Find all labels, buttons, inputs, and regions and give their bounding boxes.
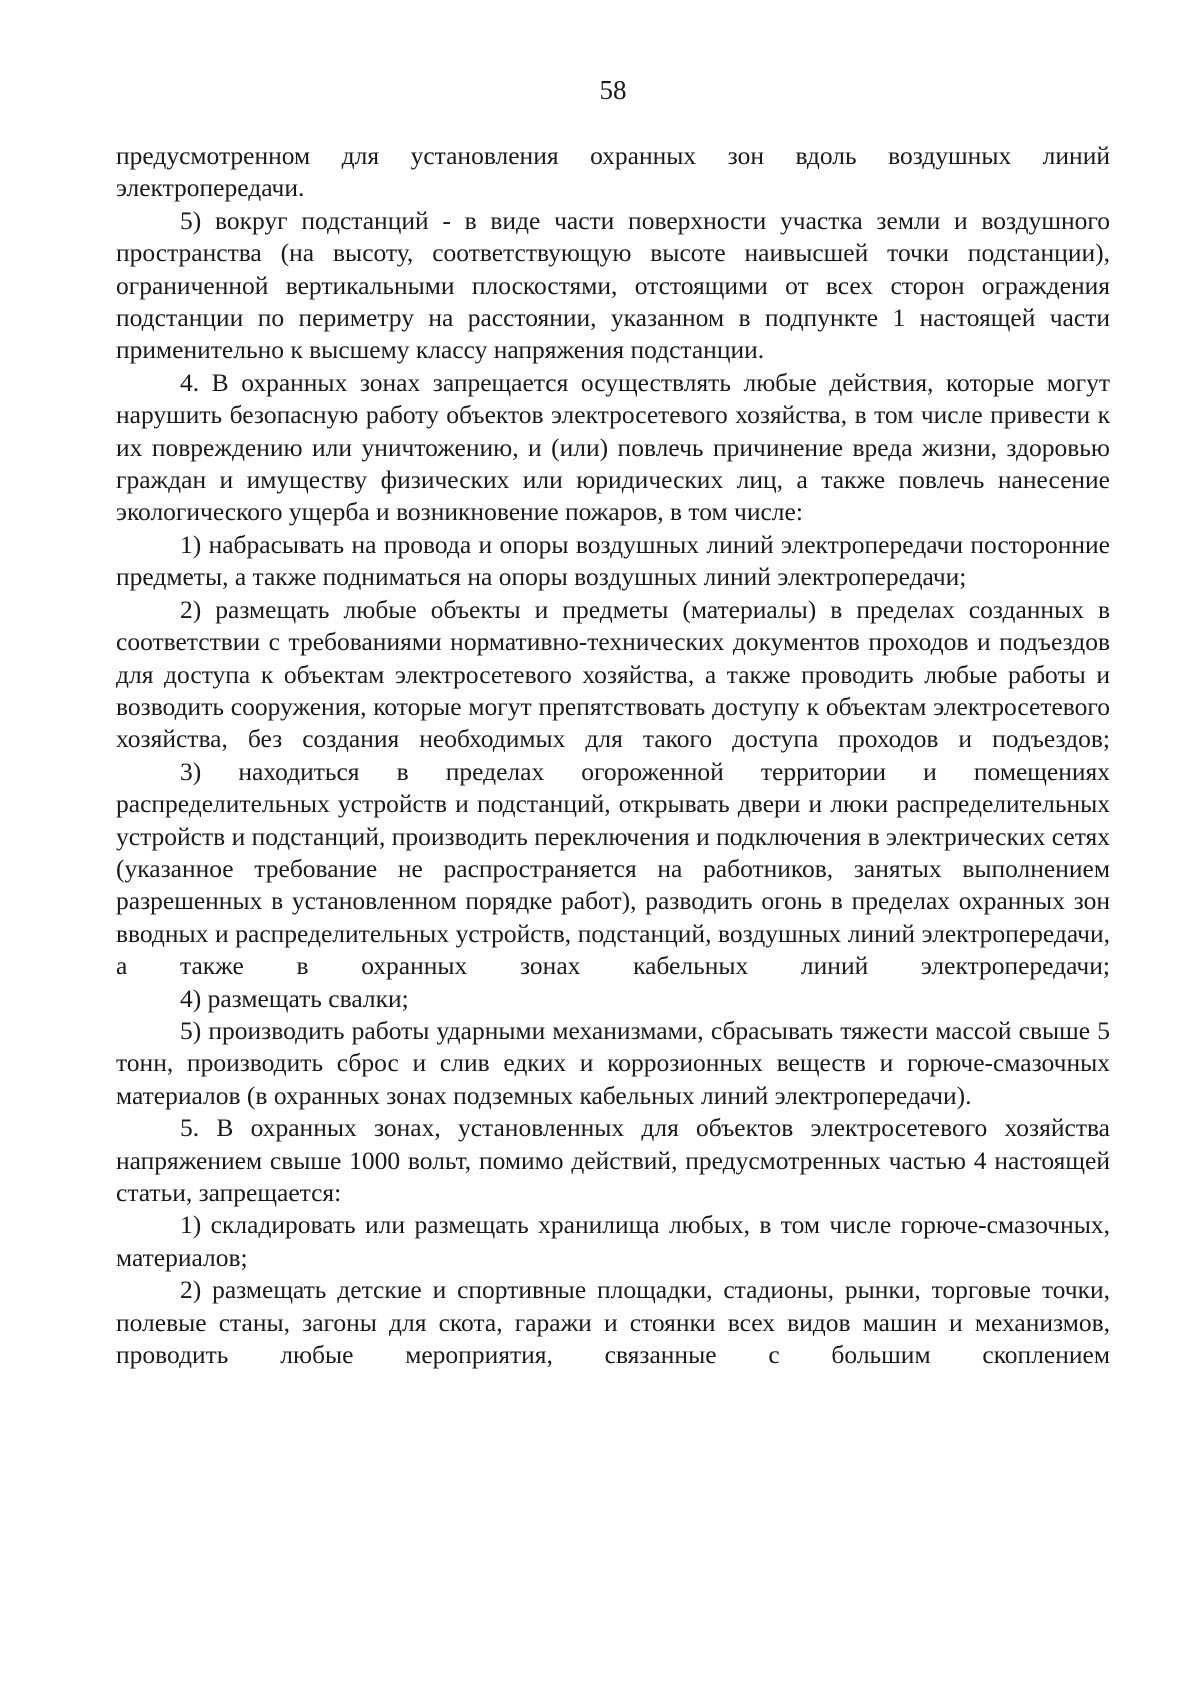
paragraph-item-4-dumps: 4) размещать свалки; [180, 983, 409, 1013]
paragraph-item-5-impact-works: 5) производить работы ударными механизмами, сбрасывать тяжести массой свыше 5 тонн, производить сброс и слив едких и коррозионных веществ и горюче-смазочных материалов (в охранных зонах подземных кабельных линий электропередачи). [116, 1015, 1110, 1110]
paragraph-continuation: предусмотренном для установления охранных зон вдоль воздушных линий электропередачи. [116, 141, 1110, 203]
page-number: 58 [599, 75, 627, 105]
paragraph-item-2-playgrounds: 2) размещать детские и спортивные площадки, стадионы, рынки, торговые точки, полевые станы, загоны для скота, гаражи и стоянки всех видов машин и механизмов, проводить любые мероприятия, связанные с большим скоплением [116, 1275, 1110, 1370]
paragraph-item-3-being-inside: 3) находиться в пределах огороженной территории и помещениях распределительных устройств и подстанций, открывать двери и люки распределительных устройств и подстанций, производить переключения и подключения в электрических сетях (указанное требование не распространяется на работников, занятых выполнением разрешенных в установленном порядке работ), разводить огонь в пределах охранных зон вводных и распределительных устройств, подстанций, воздушных линий электропередачи, а также в охранных зонах кабельных линий электропередачи; [116, 756, 1110, 981]
paragraph-item-1-throwing: 1) набрасывать на провода и опоры воздушных линий электропередачи посторонние предметы, а также подниматься на опоры воздушных линий электропередачи; [116, 529, 1110, 592]
paragraph-section-4: 4. В охранных зонах запрещается осуществлять любые действия, которые могут нарушить безопасную работу объектов электросетевого хозяйства, в том числе привести к их повреждению или уничтожению, и (или) повлечь причинение вреда жизни, здоровью граждан и имуществу физических или юридических лиц, а также повлечь нанесение экологического ущерба и возникновение пожаров, в том числе: [116, 367, 1110, 527]
paragraph-section-5: 5. В охранных зонах, установленных для объектов электросетевого хозяйства напряжением свыше 1000 вольт, помимо действий, предусмотренных частью 4 настоящей статьи, запрещается: [116, 1113, 1110, 1207]
document-body [116, 140, 1110, 1371]
paragraph-item-2-placing-objects: 2) размещать любые объекты и предметы (материалы) в пределах созданных в соответствии с требованиями нормативно-технических документов проходов и подъездов для доступа к объектам электросетевого хозяйства, а также проводить любые работы и возводить сооружения, которые могут препятствовать доступу к объектам электросетевого хозяйства, без создания необходимых для такого доступа проходов и подъездов; [116, 594, 1110, 754]
paragraph-item-5-substations: 5) вокруг подстанций - в виде части поверхности участка земли и воздушного пространства (на высоту, соответствующую высоте наивысшей точки подстанции), ограниченной вертикальными плоскостями, отстоящими от всех сторон ограждения подстанции по периметру на расстоянии, указанном в подпункте 1 настоящей части применительно к высшему классу напряжения подстанции. [116, 205, 1110, 365]
paragraph-item-1-storage: 1) складировать или размещать хранилища любых, в том числе горюче-смазочных, материалов; [116, 1210, 1110, 1272]
